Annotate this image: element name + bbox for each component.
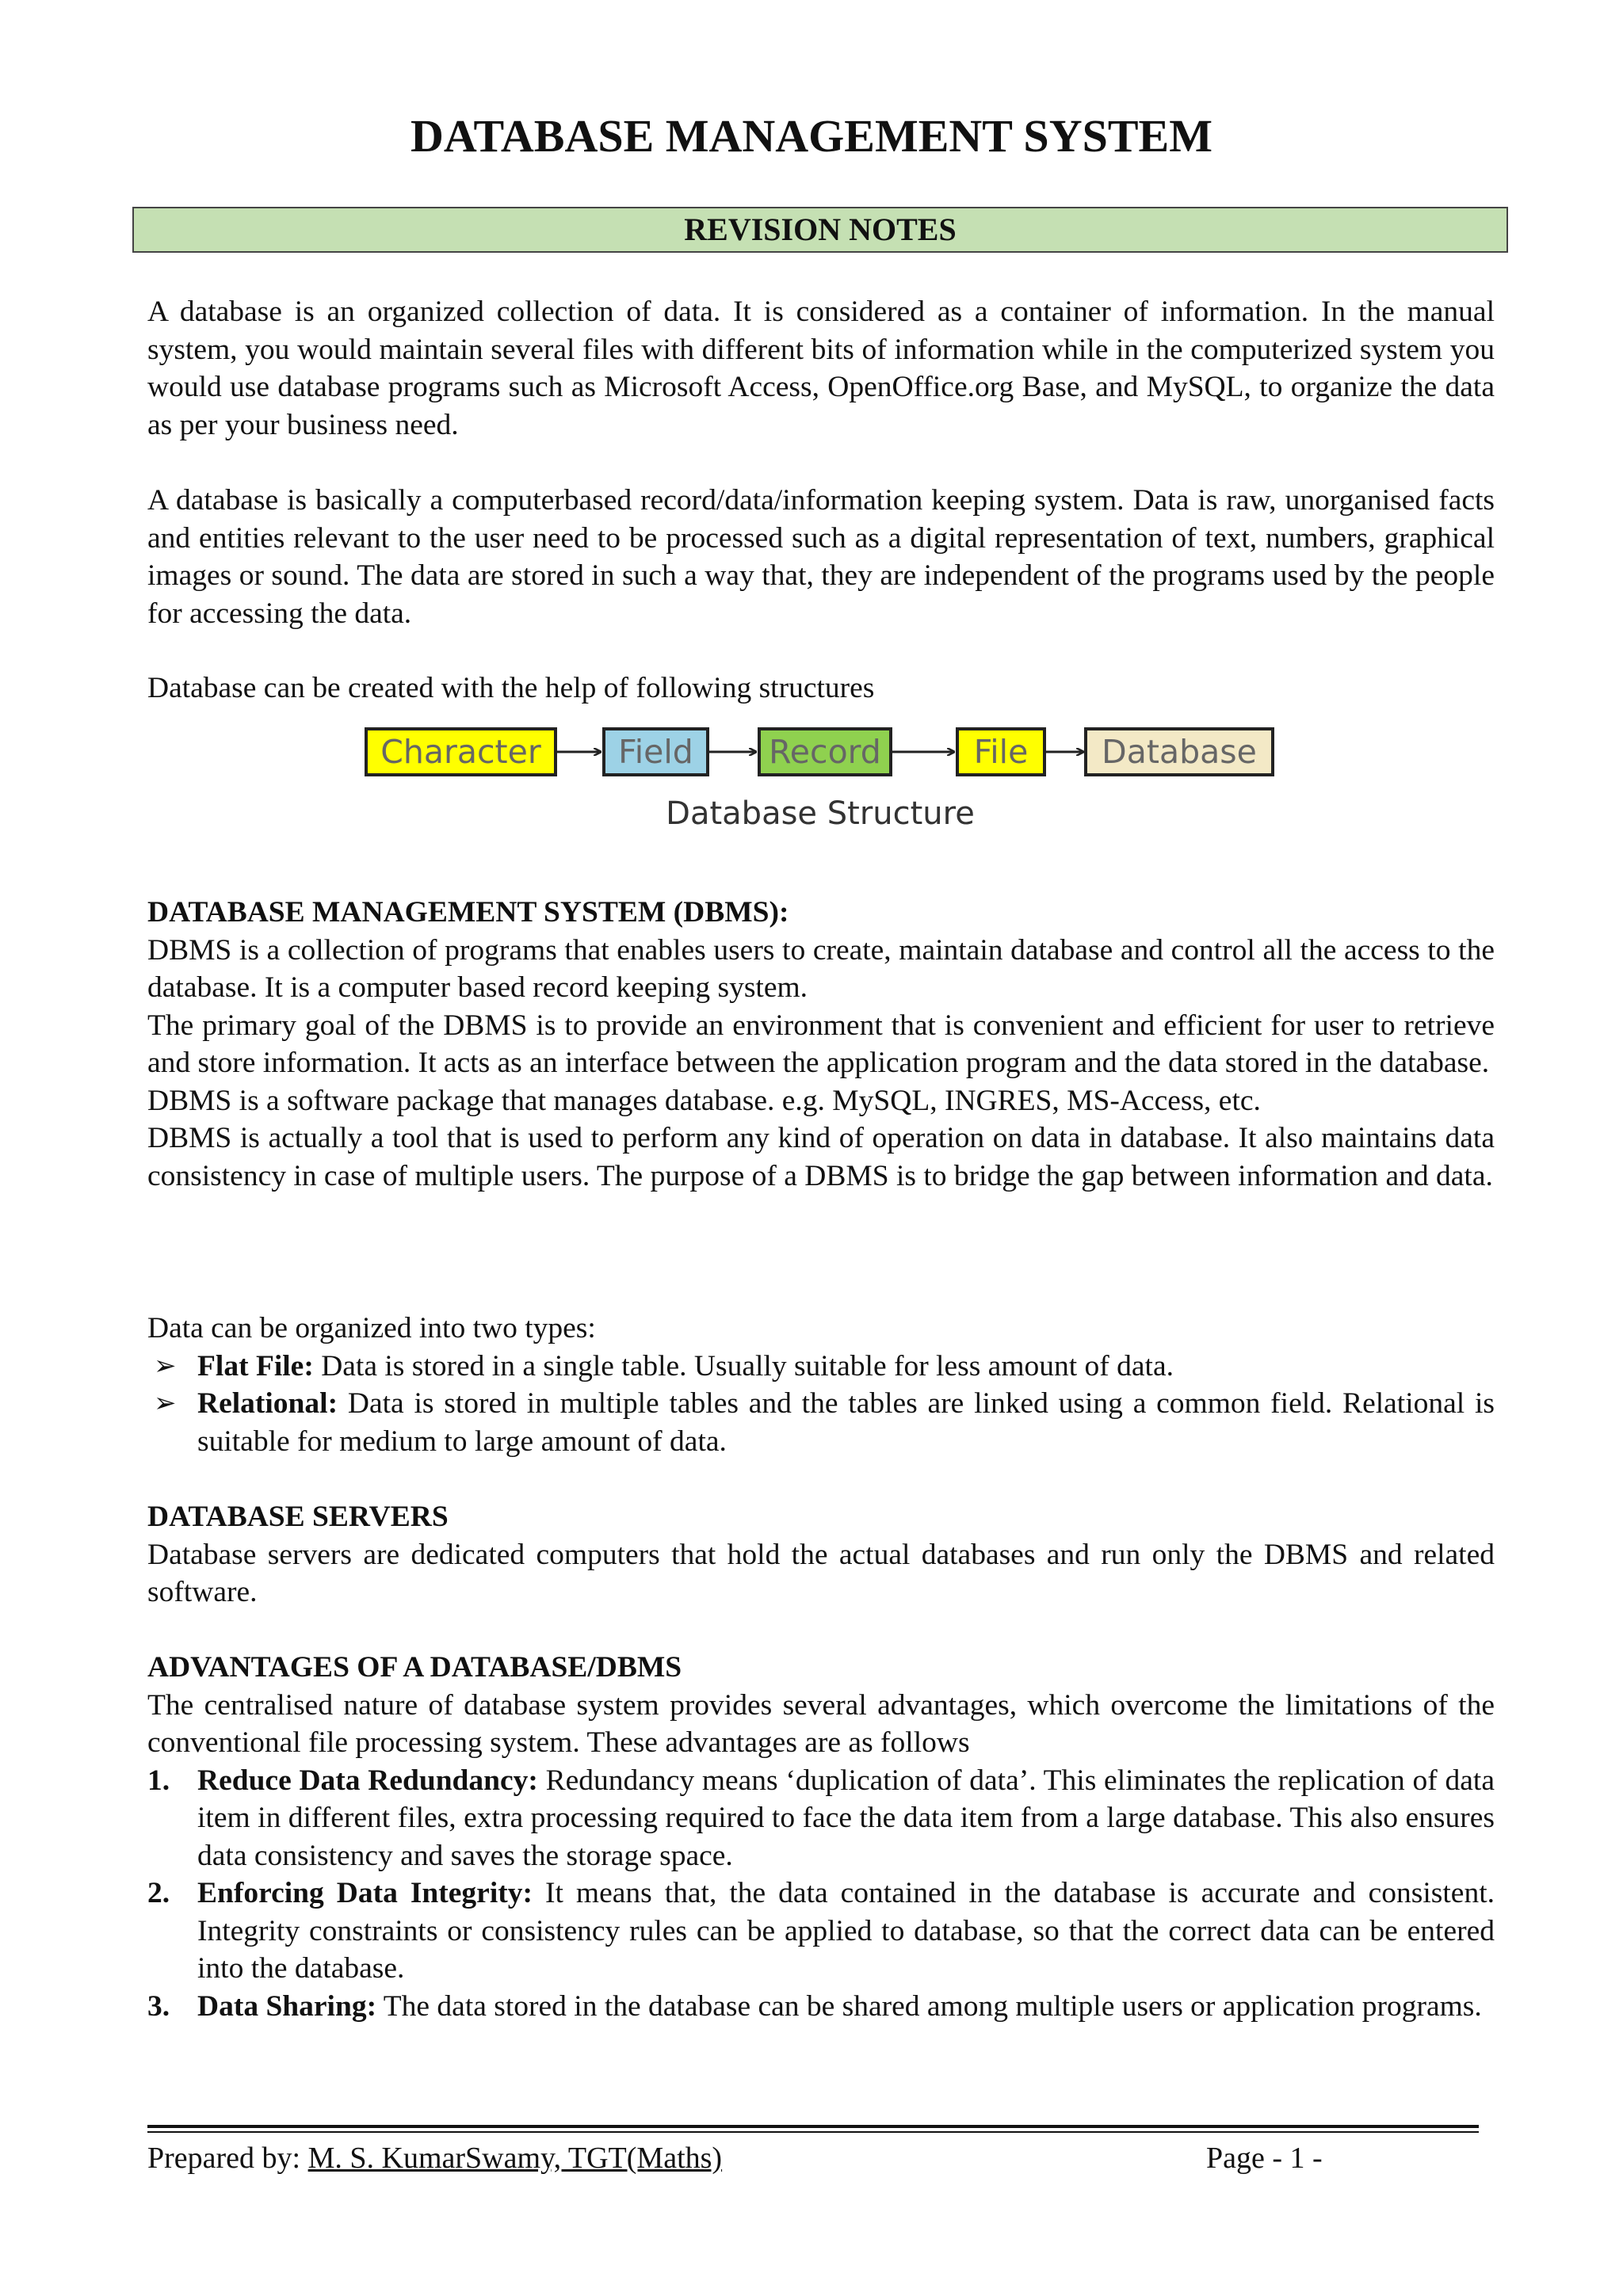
revision-notes-banner: REVISION NOTES	[132, 207, 1508, 253]
box-record: Record	[758, 727, 892, 776]
list-item-text: Data is stored in a single table. Usually suitable for less amount of data.	[313, 1349, 1174, 1383]
footer-rule	[147, 2125, 1479, 2128]
list-item	[147, 1762, 1495, 1875]
dbms-section	[147, 894, 1495, 1195]
list-item-number: 1.	[147, 1764, 170, 1797]
dbms-paragraph-2: The primary goal of the DBMS is to provide an environment that is convenient and efficient for user to retrieve and store information. It acts as an interface between the application program and the data stored in the database.	[147, 1009, 1495, 1079]
dbms-paragraph-4: DBMS is actually a tool that is used to perform any kind of operation on data in database. It also maintains data consistency in case of multiple users. The purpose of a DBMS is to bridge the gap between information and data.	[147, 1122, 1495, 1192]
box-character: Character	[365, 727, 557, 776]
dbms-paragraph-1: DBMS is a collection of programs that enables users to create, maintain database and control all the access to the database. It is a computer based record keeping system.	[147, 933, 1495, 1004]
diagram-caption: Database Structure	[666, 795, 975, 832]
box-file: File	[956, 727, 1046, 776]
list-item-number: 2.	[147, 1877, 170, 1909]
arrow-bullet-icon: ➢	[154, 1387, 177, 1419]
author-name: M. S. KumarSwamy, TGT(Maths)	[307, 2142, 723, 2175]
dbms-paragraph-3: DBMS is a software package that manages database. e.g. MySQL, INGRES, MS-Access, etc.	[147, 1084, 1261, 1117]
intro-paragraph-3: Database can be created with the help of following structures	[147, 672, 875, 704]
list-item	[147, 1875, 1495, 1988]
advantages-section	[147, 1649, 1495, 2025]
advantages-list	[147, 1762, 1495, 2026]
list-item	[147, 1348, 1495, 1386]
list-item	[147, 1385, 1495, 1460]
dbms-heading: DATABASE MANAGEMENT SYSTEM (DBMS):	[147, 896, 789, 929]
servers-text: Database servers are dedicated computers that hold the actual databases and run only the DBMS and related software.	[147, 1538, 1495, 1608]
list-item-text: The data stored in the database can be shared among multiple users or application programs.	[376, 1989, 1482, 2023]
list-item-text: Redundancy means ‘duplication of data’. This eliminates the replication of data item in different files, extra processing required to face the data item from a large database. This also ensures data consistency and saves the storage space.	[197, 1764, 1495, 1872]
box-database: Database	[1084, 727, 1274, 776]
list-item-term: Data Sharing:	[197, 1989, 377, 2023]
list-item-term: Flat File:	[197, 1349, 314, 1383]
data-types-intro: Data can be organized into two types:	[147, 1312, 596, 1344]
list-item-term: Enforcing Data Integrity:	[197, 1877, 533, 1909]
box-field: Field	[602, 727, 709, 776]
prepared-label: Prepared by:	[147, 2142, 308, 2175]
footer-rule-thin	[147, 2131, 1479, 2133]
list-item-term: Relational:	[197, 1387, 338, 1420]
list-item	[147, 1988, 1495, 2026]
servers-heading: DATABASE SERVERS	[147, 1501, 449, 1533]
page-title: DATABASE MANAGEMENT SYSTEM	[411, 110, 1212, 162]
list-item-text: Data is stored in multiple tables and the tables are linked using a common field. Relational is suitable for medium to large amount of data.	[197, 1387, 1495, 1458]
intro-paragraph-1: A database is an organized collection of data. It is considered as a container of information. In the manual system, you would maintain several files with different bits of information while in the computerized system you would use database programs such as Microsoft Access, OpenOffice.org Base, and MySQL, to organize the data as per your business need.	[147, 296, 1495, 441]
list-item-number: 3.	[147, 1989, 170, 2023]
database-structure-diagram	[365, 727, 1276, 846]
advantages-heading: ADVANTAGES OF A DATABASE/DBMS	[147, 1651, 682, 1684]
servers-section	[147, 1498, 1495, 1611]
intro-paragraph-2: A database is basically a computerbased record/data/information keeping system. Data is raw, unorganised facts and entities relevant to the user need to be processed such as a digital representation of text, numbers, graphical images or sound. The data are stored in such a way that, they are independent of the programs used by the people for accessing the data.	[147, 484, 1495, 630]
arrow-bullet-icon: ➢	[154, 1349, 177, 1382]
footer-prepared-by	[147, 2139, 722, 2177]
data-types-section	[147, 1310, 1495, 1460]
advantages-intro: The centralised nature of database system provides several advantages, which overcome the limitations of the conventional file processing system. These advantages are as follows	[147, 1688, 1495, 1759]
page-number: Page - 1 -	[1206, 2142, 1323, 2175]
list-item-text: It means that, the data contained in the database is accurate and consistent. Integrity constraints or consistency rules can be applied to database, so that the correct data can be entered into the database.	[197, 1877, 1495, 1985]
data-types-list	[147, 1348, 1495, 1461]
list-item-term: Reduce Data Redundancy:	[197, 1764, 538, 1797]
